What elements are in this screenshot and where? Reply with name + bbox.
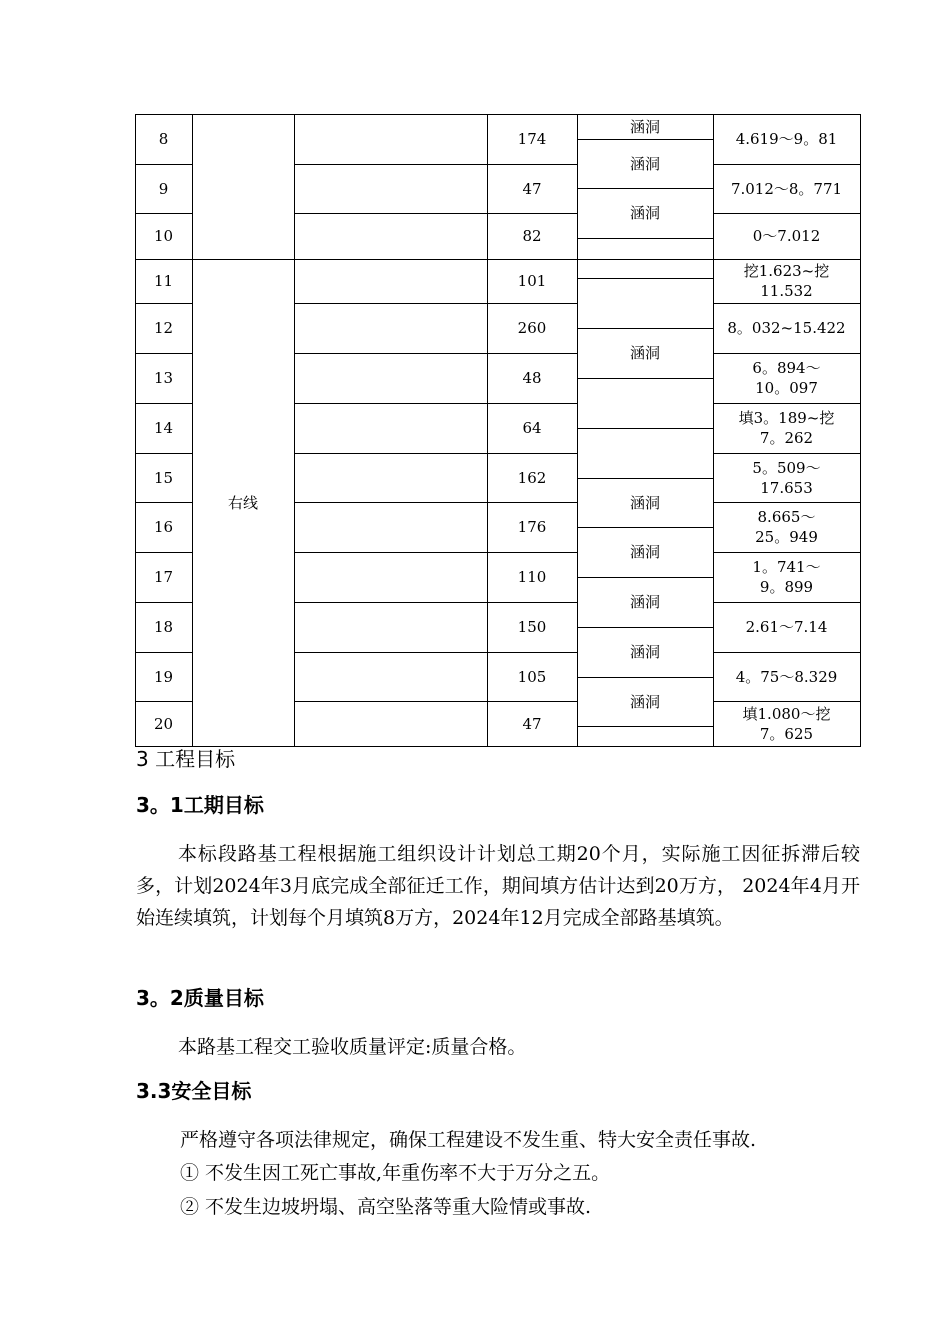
length-cell: 101 (517, 272, 547, 290)
range-cell: 8。032~15.422 (727, 319, 846, 337)
row-number-cell: 11 (153, 272, 174, 290)
section-3-3-item-2: ② 不发生边坡坍塌、高空坠落等重大险情或事故. (180, 1196, 592, 1218)
range-cell: 4。75～8.329 (735, 667, 838, 686)
row-number-cell: 19 (153, 667, 174, 686)
structure-label-cell: 涵洞 (629, 593, 660, 611)
length-cell: 174 (517, 130, 547, 148)
table-rule (577, 428, 714, 429)
row-number-cell: 14 (153, 419, 174, 437)
structure-label-cell: 涵洞 (629, 204, 660, 222)
structure-label-cell: 涵洞 (629, 692, 660, 711)
section-3-2-title: 3。2质量目标 (136, 986, 264, 1010)
section-3-3-paragraph: 严格遵守各项法律规定，确保工程建设不发生重、特大安全责任事故. (180, 1129, 757, 1151)
structure-label-cell: 涵洞 (629, 154, 660, 173)
length-cell: 260 (517, 319, 547, 337)
row-number-cell: 15 (153, 468, 174, 487)
row-number-cell: 10 (153, 227, 174, 245)
length-cell: 110 (517, 568, 547, 586)
structure-label-cell: 涵洞 (629, 543, 660, 561)
range-cell: 6。894～ 10。097 (752, 359, 821, 397)
length-cell: 162 (517, 468, 547, 487)
section-3-title: 3 工程目标 (136, 747, 236, 771)
length-cell: 176 (517, 518, 547, 536)
section-3-1-paragraph: 本标段路基工程根据施工组织设计计划总工期20个月，实际施工因征拆滞后较多，计划2024年3月底完成全部征迁工作，期间填方估计达到20万方， 2024年4月开始连续填筑，计划每个月填筑8万方，2024年12月完成全部路基填筑。 (136, 843, 860, 929)
range-cell: 4.619～9。81 (735, 130, 838, 148)
range-cell: 5。509～ 17.653 (752, 458, 821, 497)
section-3-1-title: 3。1工期目标 (136, 793, 264, 817)
section-3-3-title: 3.3安全目标 (136, 1079, 252, 1103)
table-rule (577, 378, 714, 379)
structure-label-cell: 涵洞 (629, 117, 660, 136)
row-number-cell: 9 (158, 179, 169, 198)
row-number-cell: 20 (153, 714, 174, 733)
row-number-cell: 12 (153, 319, 174, 337)
table-rule (135, 746, 861, 747)
length-cell: 105 (517, 667, 547, 686)
structure-label-cell: 涵洞 (629, 493, 660, 512)
row-number-cell: 17 (153, 568, 174, 586)
section-label-cell: 右线 (227, 493, 258, 512)
structure-label-cell: 涵洞 (629, 344, 660, 362)
length-cell: 47 (522, 714, 542, 733)
length-cell: 48 (522, 369, 542, 387)
row-number-cell: 16 (153, 518, 174, 536)
length-cell: 150 (517, 618, 547, 636)
row-number-cell: 13 (153, 369, 174, 387)
range-cell: 1。741～ 9。899 (752, 558, 821, 596)
range-cell: 8.665～ 25。949 (755, 508, 818, 546)
section-3-3-item-1: ① 不发生因工死亡事故,年重伤率不大于万分之五。 (180, 1162, 611, 1184)
table-rule (577, 238, 714, 239)
range-cell: 0～7.012 (752, 227, 821, 245)
range-cell: 填1.080～挖 7。625 (742, 704, 831, 743)
range-cell: 7.012～8。771 (730, 179, 843, 198)
range-cell: 2.61～7.14 (745, 618, 828, 636)
length-cell: 82 (522, 227, 542, 245)
row-number-cell: 18 (153, 618, 174, 636)
range-cell: 填3。189~挖 7。262 (738, 409, 835, 447)
row-number-cell: 8 (158, 130, 169, 148)
length-cell: 64 (522, 419, 542, 437)
section-3-2-paragraph: 本路基工程交工验收质量评定:质量合格。 (178, 1036, 527, 1058)
table-rule (577, 726, 714, 727)
structure-label-cell: 涵洞 (629, 643, 660, 661)
range-cell: 挖1.623~挖 11.532 (743, 262, 830, 300)
length-cell: 47 (522, 179, 542, 198)
table-rule (577, 278, 714, 279)
